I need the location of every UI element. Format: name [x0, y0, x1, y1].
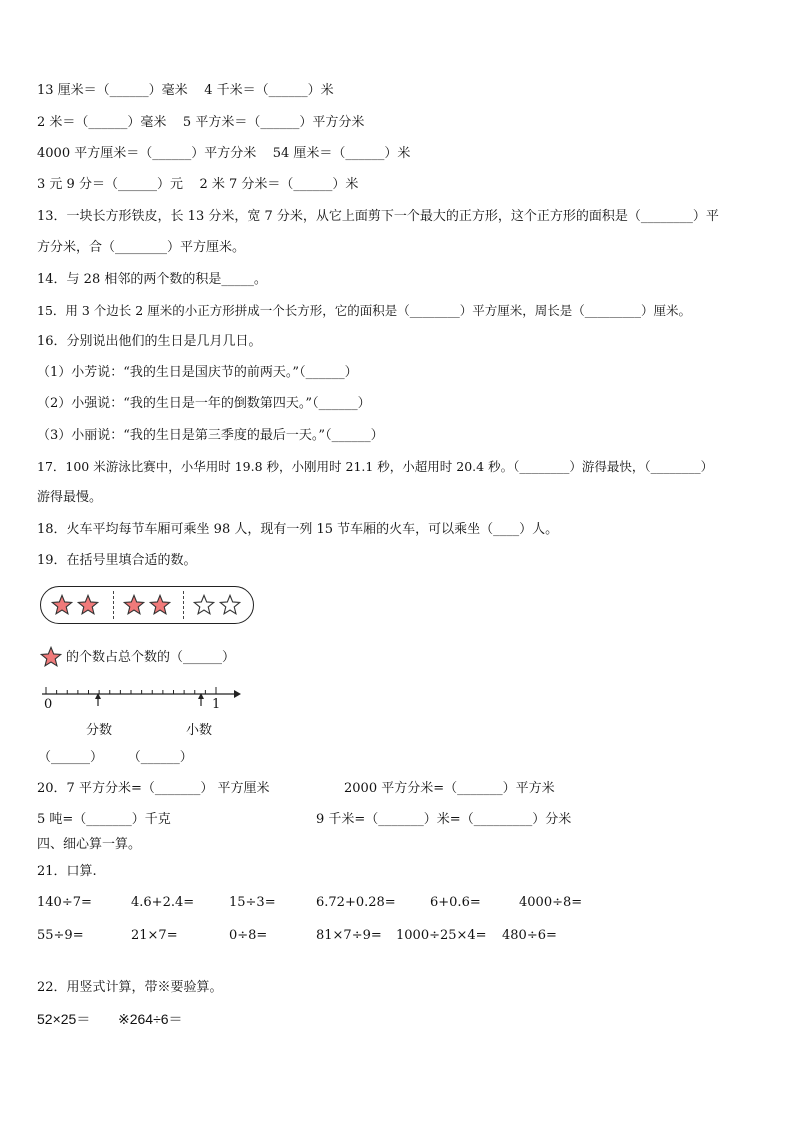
- fill-line-3: 4000 平方厘米＝（______）平方分米 54 厘米＝（______）米: [37, 146, 411, 161]
- oral-calc: 0÷8=: [229, 928, 268, 943]
- oral-calc: 4000÷8=: [519, 895, 583, 910]
- nl-one-label: 1: [212, 697, 221, 712]
- question-14: 14．与 28 相邻的两个数的积是_____。: [37, 272, 267, 287]
- oral-calc: 480÷6=: [502, 928, 557, 943]
- oral-calc: 140÷7=: [37, 895, 92, 910]
- nl-zero-label: 0: [44, 697, 53, 712]
- star-icon: [51, 594, 73, 616]
- question-20d: 9 千米=（_______）米=（_________）分米: [316, 812, 572, 827]
- star-icon: [77, 594, 99, 616]
- vertical-calc-2: ※264÷6＝: [118, 1011, 183, 1027]
- oral-calc: 55÷9=: [37, 928, 84, 943]
- question-22-title: 22．用竖式计算，带※要验算。: [37, 980, 223, 995]
- oral-calc: 21×7=: [131, 928, 178, 943]
- question-20b: 2000 平方分米=（_______）平方米: [344, 781, 555, 796]
- question-20c: 5 吨=（_______）千克: [37, 812, 171, 827]
- nl-decimal-label: 小数: [186, 723, 213, 738]
- question-16-1: （1）小芳说：“我的生日是国庆节的前两天。”（______）: [37, 365, 358, 380]
- vertical-calc-1: 52×25＝: [37, 1011, 91, 1027]
- question-19: 19．在括号里填合适的数。: [37, 553, 197, 568]
- oral-calc: 6+0.6=: [430, 895, 481, 910]
- question-18: 18．火车平均每节车厢可乘坐 98 人，现有一列 15 节车厢的火车，可以乘坐（____）人。: [37, 522, 559, 537]
- fill-line-2: 2 米＝（______）毫米 5 平方米＝（______）平方分米: [37, 115, 365, 130]
- star-icon: [149, 594, 171, 616]
- question-20a: 20．7 平方分米=（_______） 平方厘米: [37, 781, 270, 796]
- question-13-cont: 方分米，合（________）平方厘米。: [37, 240, 246, 255]
- star-icon: [123, 594, 145, 616]
- fill-line-1: 13 厘米＝（______）毫米 4 千米＝（______）米: [37, 83, 334, 98]
- question-17-cont: 游得最慢。: [37, 490, 103, 505]
- divider: [113, 591, 114, 619]
- oral-calc: 81×7÷9=: [316, 928, 382, 943]
- question-15: 15．用 3 个边长 2 厘米的小正方形拼成一个长方形，它的面积是（________）平方厘米，周长是（_________）厘米。: [37, 303, 691, 318]
- nl-fraction-label: 分数: [86, 723, 113, 738]
- question-16: 16．分别说出他们的生日是几月几日。: [37, 334, 262, 349]
- question-16-3: （3）小丽说：“我的生日是第三季度的最后一天。”（______）: [37, 428, 384, 443]
- question-16-2: （2）小强说：“我的生日是一年的倒数第四天。”（______）: [37, 396, 371, 411]
- fill-line-4: 3 元 9 分＝（______）元 2 米 7 分米＝（______）米: [37, 177, 359, 192]
- oral-calc: 4.6+2.4=: [131, 895, 195, 910]
- oral-calc: 6.72+0.28=: [316, 895, 396, 910]
- oral-calc: 15÷3=: [229, 895, 276, 910]
- nl-answers: （______） （______）: [38, 750, 193, 765]
- star-question: 的个数占总个数的（______）: [66, 650, 236, 665]
- star-outline-icon: [219, 594, 241, 616]
- star-outline-icon: [193, 594, 215, 616]
- star-strip: [40, 586, 254, 624]
- section-heading: 四、细心算一算。: [37, 837, 142, 852]
- divider: [183, 591, 184, 619]
- oral-calc: 1000÷25×4=: [396, 928, 487, 943]
- question-21-title: 21．口算.: [37, 864, 97, 879]
- star-icon: [40, 646, 62, 668]
- question-13: 13．一块长方形铁皮，长 13 分米，宽 7 分米，从它上面剪下一个最大的正方形，这个正方形的面积是（________）平: [37, 209, 719, 224]
- question-17: 17．100 米游泳比赛中，小华用时 19.8 秒，小刚用时 21.1 秒，小超用时 20.4 秒。（________）游得最快，（________）: [37, 459, 714, 474]
